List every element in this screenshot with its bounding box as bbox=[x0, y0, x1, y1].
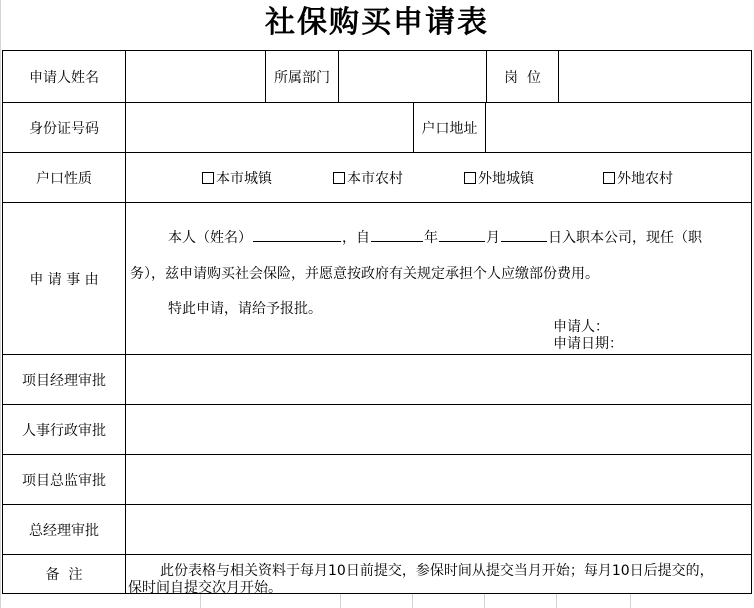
hukou-address-label: 户口地址 bbox=[421, 120, 478, 137]
reason-paragraph-2: 务），兹申请购买社会保险，并愿意按政府有关规定承担个人应缴部份费用。 bbox=[130, 266, 599, 282]
hukou-address-field[interactable] bbox=[486, 103, 751, 152]
option-local-rural[interactable]: 本市农村 bbox=[333, 153, 403, 202]
year-blank[interactable] bbox=[371, 226, 423, 242]
pm-approval-label: 项目经理审批 bbox=[22, 372, 106, 389]
reason-paragraph-1: 本人（姓名） ，自 年 月 日入职本公司，现任（职 bbox=[168, 226, 702, 247]
gridline bbox=[340, 594, 341, 608]
applicant-name-field[interactable] bbox=[126, 51, 265, 102]
position-field[interactable] bbox=[559, 51, 751, 102]
gm-approval-label: 总经理审批 bbox=[29, 522, 99, 539]
table-border-right bbox=[751, 50, 752, 594]
hr-approval-field[interactable] bbox=[126, 405, 751, 454]
gridline bbox=[0, 0, 1, 608]
gridline bbox=[556, 594, 557, 608]
reason-paragraph-3: 特此申请，请给予报批。 bbox=[168, 301, 322, 317]
name-blank[interactable] bbox=[253, 226, 341, 242]
department-label: 所属部门 bbox=[274, 69, 330, 86]
table-border-bottom bbox=[2, 593, 752, 594]
applicant-name-label: 申请人姓名 bbox=[29, 69, 99, 86]
checkbox-icon[interactable] bbox=[202, 172, 214, 184]
director-approval-label: 项目总监审批 bbox=[22, 472, 106, 489]
form-title: 社保购买申请表 bbox=[265, 5, 489, 40]
gridline bbox=[484, 594, 485, 608]
hr-approval-label: 人事行政审批 bbox=[22, 422, 106, 439]
applicant-signature-label: 申请人： bbox=[553, 319, 609, 335]
day-blank[interactable] bbox=[501, 226, 547, 242]
notes-line-2: 保时间自提交次月开始。 bbox=[128, 580, 282, 596]
option-local-urban[interactable]: 本市城镇 bbox=[202, 153, 272, 202]
checkbox-icon[interactable] bbox=[464, 172, 476, 184]
director-approval-field[interactable] bbox=[126, 455, 751, 504]
reason-label: 申 请 事 由 bbox=[29, 271, 99, 288]
hukou-type-label: 户口性质 bbox=[36, 170, 92, 187]
pm-approval-field[interactable] bbox=[126, 355, 751, 404]
option-nonlocal-urban[interactable]: 外地城镇 bbox=[464, 153, 534, 202]
application-date-label: 申请日期： bbox=[553, 336, 623, 352]
id-number-field[interactable] bbox=[126, 103, 413, 152]
checkbox-icon[interactable] bbox=[603, 172, 615, 184]
month-blank[interactable] bbox=[439, 226, 485, 242]
checkbox-icon[interactable] bbox=[333, 172, 345, 184]
notes-label: 备 注 bbox=[45, 567, 83, 583]
notes-line-1: 此份表格与相关资料于每月10日前提交，参保时间从提交当月开始；每月10日后提交的， bbox=[160, 563, 714, 579]
gridline bbox=[412, 594, 413, 608]
id-number-label: 身份证号码 bbox=[29, 120, 99, 137]
position-label: 岗 位 bbox=[504, 69, 541, 86]
department-field[interactable] bbox=[339, 51, 486, 102]
gridline bbox=[630, 594, 631, 608]
option-nonlocal-rural[interactable]: 外地农村 bbox=[603, 153, 673, 202]
gm-approval-field[interactable] bbox=[126, 505, 751, 554]
